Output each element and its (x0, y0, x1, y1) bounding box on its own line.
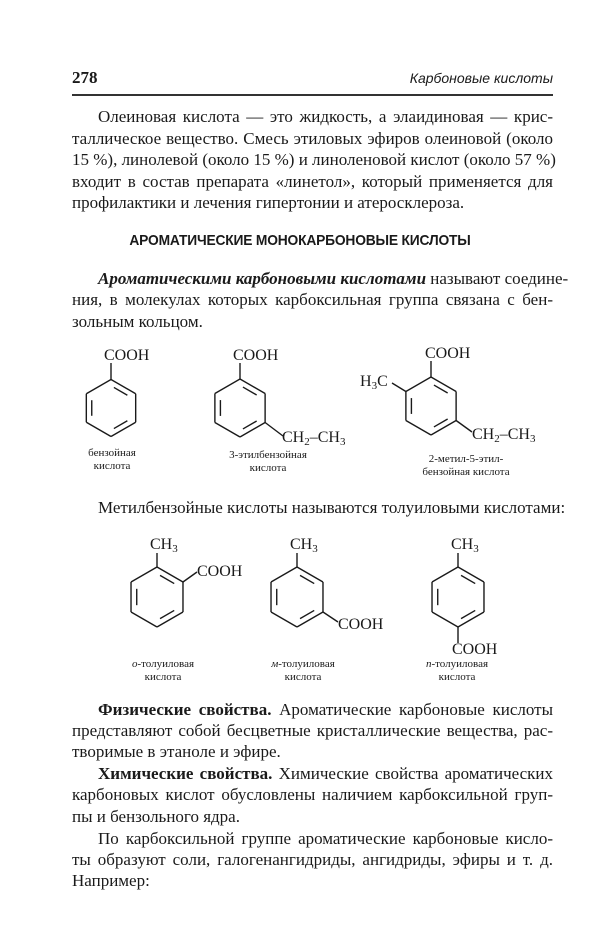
ring-bond (297, 612, 323, 627)
text-line: Физические свойства. Ароматические карбоновые кислоты (98, 700, 554, 719)
substituent-bond (392, 383, 406, 392)
page-number: 278 (72, 68, 98, 87)
formula-cooh: COOH (452, 641, 498, 658)
text-line: 15 %), линолевой (около 15 %) и линоленовой кислот (около 57 %) (72, 150, 556, 169)
text: называют соедине- (426, 269, 569, 288)
substituent-bond (183, 572, 197, 582)
subheading: Химические свойства. (98, 764, 273, 783)
formula-methyl: $CH_3$ (150, 536, 178, 555)
formula-cooh: COOH (197, 563, 243, 580)
ring-double-bond (300, 575, 314, 583)
ring-bond (406, 421, 431, 436)
ring-bond (271, 612, 297, 627)
substituent-bond (265, 423, 283, 437)
ring-double-bond (300, 610, 314, 618)
ring-double-bond (461, 575, 475, 583)
caption-benzoic-acid: бензойная кислота (88, 447, 136, 472)
ring-bond (215, 423, 240, 438)
ring-double-bond (243, 421, 257, 429)
substituent-bond (456, 421, 472, 433)
caption-2-methyl-5-ethylbenzoic-acid: 2-метил-5-этил- бензойная кислота (422, 453, 510, 478)
ring-double-bond (461, 610, 475, 618)
text-line: Например: (72, 871, 150, 890)
ring-bond (240, 379, 265, 394)
formula-methyl: $CH_3$ (451, 536, 479, 555)
formula-cooh: COOH (104, 347, 150, 364)
text-line: таллическое вещество. Смесь этиловых эфиров олеиновой (около (72, 129, 553, 148)
ring-bond (111, 422, 136, 436)
subheading: Физические свойства. (98, 700, 272, 719)
ring-bond (240, 423, 265, 438)
text-line: карбоновых кислот обусловлены наличием карбоксильной груп- (72, 785, 553, 804)
ring-double-bond (243, 387, 257, 395)
formula-cooh: COOH (338, 616, 384, 633)
text-line: ты образуют соли, галогенангидриды, ангидриды, эфиры и т. д. (72, 850, 553, 869)
substituent-bond (323, 612, 338, 622)
text-line: входит в состав препарата «линетол», который применяется для (72, 172, 553, 191)
ring-double-bond (114, 421, 127, 429)
ring-bond (215, 379, 240, 394)
ring-bond (431, 377, 456, 392)
ring-bond (271, 567, 297, 582)
text-line: Олеиновая кислота — это жидкость, а элаидиновая — крис- (98, 107, 553, 126)
ring-bond (458, 612, 484, 627)
ring-bond (157, 567, 183, 582)
text-line: творимые в этаноле и эфире. (72, 742, 281, 761)
section-heading: АРОМАТИЧЕСКИЕ МОНОКАРБОНОВЫЕ КИСЛОТЫ (129, 232, 471, 249)
formula-cooh: COOH (233, 347, 279, 364)
ring-double-bond (434, 385, 448, 393)
ring-bond (157, 612, 183, 627)
caption-m-toluic-acid: м-толуиловая кислота (271, 658, 335, 683)
formula-ethyl: $CH_2-CH_3$ (472, 426, 536, 445)
ring-double-bond (160, 575, 174, 583)
ring-bond (431, 421, 456, 436)
text-line: профилактики и лечения гипертонии и атеросклероза. (72, 193, 465, 212)
ring-double-bond (434, 419, 448, 427)
formula-cooh: COOH (425, 345, 471, 362)
caption-3-ethylbenzoic-acid: 3-этилбензойная кислота (229, 449, 307, 474)
ring-bond (297, 567, 323, 582)
ring-bond (406, 377, 431, 392)
text-line: Химические свойства. Химические свойства ароматических (98, 764, 553, 783)
formula-ethyl: $CH_2-CH_3$ (282, 429, 346, 448)
caption-p-toluic-acid: п-толуиловая кислота (425, 658, 489, 683)
ring-double-bond (114, 387, 127, 395)
formula-methyl: $H_3C$ (360, 373, 388, 392)
text-line: ния, в молекулах которых карбоксильная группа связана с бен- (72, 290, 553, 309)
toluic-sentence: Метилбензойные кислоты называются толуиловыми кислотами: (98, 498, 566, 517)
formula-methyl: $CH_3$ (290, 536, 318, 555)
running-title: Карбоновые кислоты (409, 70, 553, 86)
caption-o-toluic-acid: о-толуиловая кислота (131, 658, 195, 683)
ring-bond (111, 380, 136, 394)
ring-bond (432, 612, 458, 627)
ring-bond (131, 612, 157, 627)
ring-double-bond (160, 610, 174, 618)
ring-bond (86, 380, 111, 394)
defined-term: Ароматическими карбоновыми кислотами (98, 269, 427, 288)
text-line: пы и бензольного ядра. (72, 807, 240, 826)
text-line: зольным кольцом. (72, 312, 203, 331)
text-line: По карбоксильной группе ароматические карбоновые кисло- (98, 829, 553, 848)
ring-bond (86, 422, 111, 436)
ring-bond (458, 567, 484, 582)
text-line: представляют собой бесцветные кристаллические вещества, рас- (72, 721, 553, 740)
ring-bond (131, 567, 157, 582)
ring-bond (432, 567, 458, 582)
